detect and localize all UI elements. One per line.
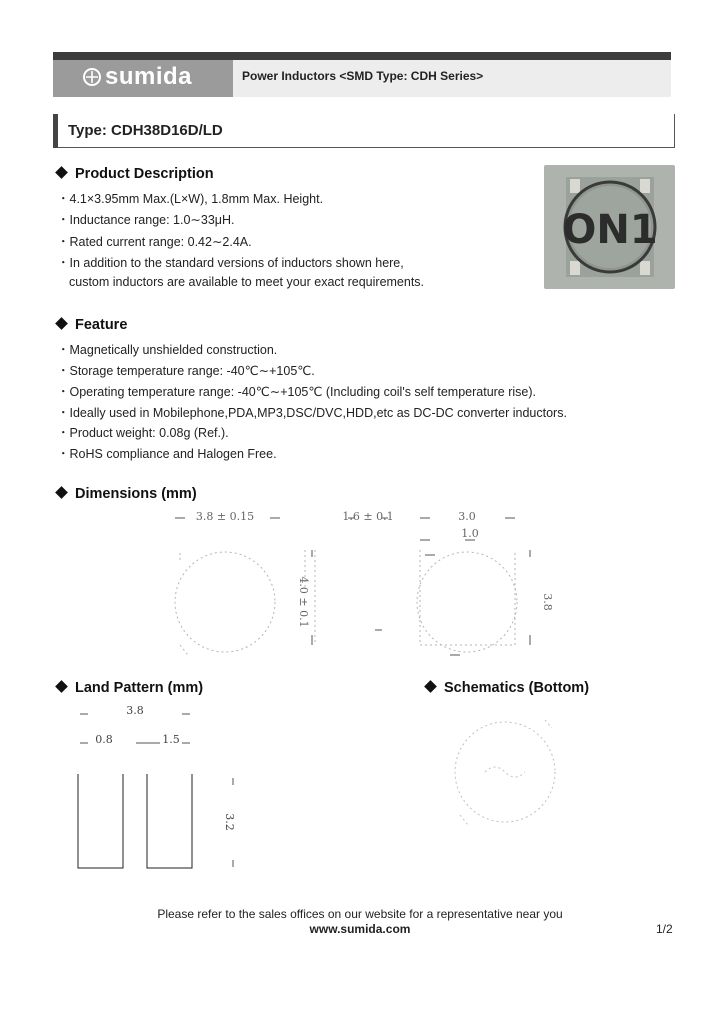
feature-line: ・Product weight: 0.08g (Ref.). [57,426,229,440]
feature-line: ・RoHS compliance and Halogen Free. [57,447,277,461]
dim-terminal: 1.0 [461,527,479,540]
desc-line: ・4.1×3.95mm Max.(L×W), 1.8mm Max. Height. [57,192,324,206]
desc-line: ・Inductance range: 1.0∼33μH. [57,213,235,227]
dimensions-drawing [150,505,570,665]
schematics-drawing [440,710,570,835]
photo-marking: ON1 [562,207,658,253]
section-heading-land-pattern: Land Pattern (mm) [57,680,203,696]
page-title: Type: CDH38D16D/LD [68,122,223,139]
land-total-dim: 3.8 [126,704,144,717]
land-length-dim: 3.2 [223,813,236,831]
footer-note: Please refer to the sales offices on our website for a representative near you [157,907,563,921]
dim-depth: 3.8 [541,593,554,611]
section-heading-product-description: Product Description [57,166,214,182]
diamond-bullet-icon [55,317,68,330]
type-underline [58,147,675,148]
diamond-bullet-icon [424,680,437,693]
logo-text: sumida [105,63,193,90]
section-heading-feature: Feature [57,317,127,333]
dim-side-width: 3.0 [458,510,476,523]
dim-side-length: 4.0 ± 0.1 [297,576,310,628]
feature-line: ・Storage temperature range: -40℃∼+105℃. [57,364,315,378]
land-gap-dim: 1.5 [162,733,180,746]
feature-line: ・Ideally used in Mobilephone,PDA,MP3,DSC/DVC,HDD,etc as DC-DC converter inductors. [57,406,567,420]
section-heading-dimensions: Dimensions (mm) [57,486,197,502]
diamond-bullet-icon [55,680,68,693]
land-pattern-drawing [70,700,250,875]
page-number: 1/2 [656,922,673,936]
desc-line: custom inductors are available to meet your exact requirements. [69,275,425,289]
footer-website-link[interactable]: www.sumida.com [309,922,411,936]
sumida-logo-icon [82,67,102,87]
feature-line: ・Operating temperature range: -40℃∼+105℃ (Including coil's self temperature rise). [57,385,537,399]
type-bar-edge [674,114,675,148]
land-pad-dim: 0.8 [95,733,113,746]
section-heading-schematics: Schematics (Bottom) [426,680,589,696]
type-bar-accent [53,114,58,148]
feature-line: ・Magnetically unshielded construction. [57,343,278,357]
diamond-bullet-icon [55,166,68,179]
diamond-bullet-icon [55,486,68,499]
dim-height: 1.6 ± 0.1 [342,510,394,523]
product-photo [544,165,675,289]
desc-line: ・In addition to the standard versions of inductors shown here, [57,256,404,270]
header-rule [53,52,671,60]
desc-line: ・Rated current range: 0.42∼2.4A. [57,235,252,249]
header-title: Power Inductors <SMD Type: CDH Series> [242,69,484,83]
dim-top-width: 3.8 ± 0.15 [195,510,255,523]
